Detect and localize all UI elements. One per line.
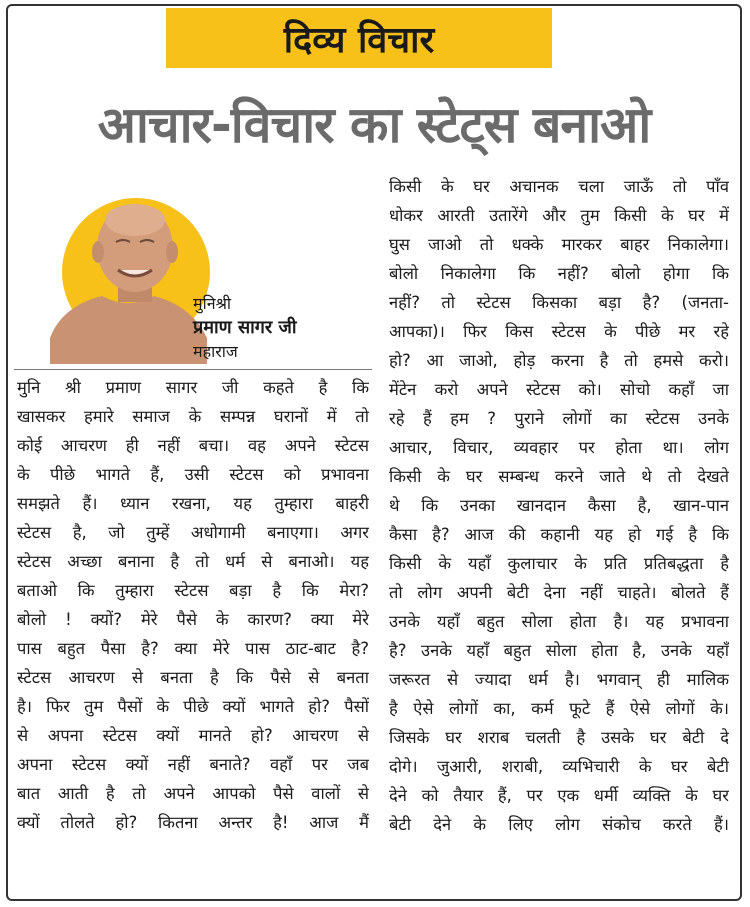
text-line: दोगे। जुआरी, शराबी, व्यभिचारी के घर बेटी (389, 757, 729, 776)
text-line: मुनि श्री प्रमाण सागर जी कहते है कि (17, 378, 369, 397)
text-line: स्टेटस आचरण से बनता है कि पैसे से बनता (17, 668, 369, 687)
text-line: है। फिर तुम पैसों के पीछे क्यों भागते हो? पैसों (17, 697, 369, 716)
text-line: जिसके घर शराब चलती है उसके घर बेटी दे (389, 728, 729, 747)
text-line: बोलो ! क्यों? मेरे पैसे के कारण? क्या मेरे (17, 610, 369, 629)
text-line: के पीछे भागते हैं, उसी स्टेटस को प्रभावना (17, 465, 369, 484)
text-line: किसी के घर अचानक चला जाऊँ तो पाँव (389, 177, 729, 196)
text-line: समझते हैं। ध्यान रखना, यह तुम्हारा बाहरी (17, 494, 369, 513)
text-line: धोकर आरती उतारेंगे और तुम किसी के घर में (389, 206, 729, 225)
text-line: बोलो निकालेगा कि नहीं? बोलो होगा कि (389, 264, 729, 283)
text-line: उनके यहाँ बहुत सोला होता है। यह प्रभावना (389, 612, 729, 631)
author-caption (193, 292, 383, 364)
article-headline: आचार-विचार का स्टेट्स बनाओ (97, 96, 651, 154)
author-portrait (42, 178, 212, 364)
author-name: प्रमाण सागर जी (193, 317, 297, 338)
text-line: खासकर हमारे समाज के सम्पन्न घरानों में तो (17, 407, 369, 426)
author-suffix: महाराज (193, 342, 238, 361)
text-line: आचार, विचार, व्यवहार पर होता था। लोग (389, 438, 729, 457)
caption-divider (14, 369, 372, 370)
text-line: किसी के यहाँ कुलाचार के प्रति प्रतिबद्धता है (389, 554, 729, 573)
body-column-right (389, 172, 729, 839)
text-line: कोई आचरण ही नहीं बचा। वह अपने स्टेटस (17, 436, 369, 455)
text-line: अपना स्टेटस क्यों नहीं बनाते? वहाँ पर जब (17, 755, 369, 774)
text-line: घुस जाओ तो धक्के मारकर बाहर निकालेगा। (389, 235, 729, 254)
text-line: आपका)। फिर किस स्टेटस के पीछे मर रहे (389, 322, 729, 341)
text-line: है? उनके यहाँ बहुत सोला होता है, उनके यहाँ (389, 641, 729, 660)
text-line: स्टेटस है, जो तुम्हें अधोगामी बनाएगा। अगर (17, 523, 369, 542)
text-line: बताओ कि तुम्हारा स्टेटस बड़ा है कि मेरा? (17, 581, 369, 600)
text-line: मेंटेन करो अपने स्टेटस को। सोचो कहाँ जा (389, 380, 729, 399)
text-line: बेटी देने के लिए लोग संकोच करते हैं। (389, 815, 729, 834)
text-line: पास बहुत पैसा है? क्या मेरे पास ठाट-बाट है? (17, 639, 369, 658)
text-line: कैसा है? आज की कहानी यह हो गई है कि (389, 525, 729, 544)
text-line: जरूरत से ज्यादा धर्म है। भगवान् ही मालिक (389, 670, 729, 689)
author-title: मुनिश्री (193, 294, 232, 313)
text-line: हो? आ जाओ, होड़ करना है तो हमसे करो। (389, 351, 729, 370)
text-line: स्टेटस अच्छा बनाना है तो धर्म से बनाओ। यह (17, 552, 369, 571)
text-line: रहे हैं हम ? पुराने लोगों का स्टेटस उनके (389, 409, 729, 428)
text-line: तो लोग अपनी बेटी देना नहीं चाहते। बोलते हैं (389, 583, 729, 602)
text-line: से अपना स्टेटस क्यों मानते हो? आचरण से (17, 726, 369, 745)
text-line: है ऐसे लोगों का, कर्म फूटे हैं ऐसे लोगों के। (389, 699, 729, 718)
text-line: बात आती है तो अपने आपको पैसे वालों से (17, 784, 369, 803)
body-column-left (17, 373, 369, 837)
section-kicker: दिव्य विचार (166, 8, 552, 68)
text-line: क्यों तोलते हो? कितना अन्तर है! आज मैं (17, 813, 369, 832)
text-line: थे कि उनका खानदान कैसा है, खान-पान (389, 496, 729, 515)
text-line: किसी के घर सम्बन्ध करने जाते थे तो देखते (389, 467, 729, 486)
text-line: देने को तैयार हैं, पर एक धर्मी व्यक्ति के घर (389, 786, 729, 805)
text-line: नहीं? तो स्टेटस किसका बड़ा है? (जनता- (389, 293, 729, 312)
